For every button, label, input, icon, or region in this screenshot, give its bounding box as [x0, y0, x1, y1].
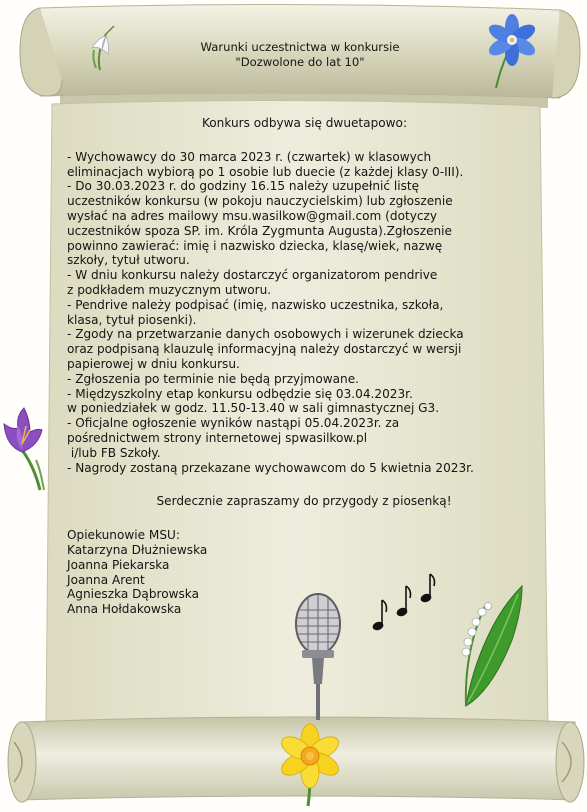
rule-item: - Do 30.03.2023 r. do godziny 16.15 należy uzupełnić listę uczestników konkursu (w pokoju nauczycielskim) lub zgłoszenie wysłać na adres mailowy msu.wasilkow@gmail.com (dotyczy uczestników spoza SP. im. Króla Zygmunta Augusta).Zgłoszenie powinno zawierać: imię i nazwisko dziecka, klasę/wiek, nazwę szkoły, tytuł utworu. — [67, 179, 453, 268]
rule-item: - W dniu konkursu należy dostarczyć organizatorom pendrive z podkładem muzycznym utworu. — [67, 268, 438, 297]
rule-item: - Międzyszkolny etap konkursu odbędzie się 03.04.2023r. w poniedziałek w godz. 11.50-13.40 w sali gimnastycznej G3. — [67, 386, 440, 416]
title-line-2: "Dozwolone do lat 10" — [235, 55, 365, 69]
rule-item: - Wychowawcy do 30 marca 2023 r. (czwartek) w klasowych eliminacjach wybiorą po 1 osobie lub duecie (z każdej klasy 0-III). — [67, 149, 464, 179]
rule-item: - Nagrody zostaną przekazane wychowawcom do 5 kwietnia 2023r. — [67, 460, 474, 475]
purple-crocus-icon — [0, 406, 50, 496]
organizer-name: Agnieszka Dąbrowska — [67, 587, 200, 602]
lily-of-the-valley-icon — [452, 580, 532, 714]
rule-item: - Pendrive należy podpisać (imię, nazwisko uczestnika, szkoła, klasa, tytuł piosenki). — [67, 297, 444, 327]
title-line-1: Warunki uczestnictwa w konkursie — [200, 40, 400, 54]
invitation-text: Serdecznie zapraszamy do przygody z piosenką! — [156, 494, 452, 509]
microphone-icon — [288, 592, 350, 726]
organizer-name: Joanna Arent — [67, 572, 145, 587]
rule-item: - Zgłoszenia po terminie nie będą przyjmowane. — [67, 371, 359, 386]
rule-item: - Zgody na przetwarzanie danych osobowych i wizerunek dziecka oraz podpisaną klauzulę informacyjną należy dostarczyć w wersji papierowej w dniu konkursu. — [67, 327, 464, 371]
organizer-name: Katarzyna Dłużniewska — [67, 542, 208, 557]
blue-flower-icon — [474, 10, 544, 94]
organizers-label: Opiekunowie MSU: — [67, 528, 180, 543]
rule-item: - Oficjalne ogłoszenie wyników nastąpi 05.04.2023r. za pośrednictwem strony internetowej spwasilkow.pl i/lub FB Szkoły. — [67, 416, 400, 460]
music-notes-icon — [370, 572, 440, 640]
organizer-name: Anna Hołdakowska — [67, 602, 182, 617]
document-body — [67, 116, 537, 617]
organizer-name: Joanna Piekarska — [67, 557, 170, 572]
rules-list — [67, 150, 537, 476]
yellow-daffodil-icon — [280, 722, 340, 812]
snowdrop-flower-icon — [80, 24, 120, 76]
document-title — [150, 40, 450, 70]
intro-text: Konkurs odbywa się dwuetapowo: — [201, 116, 408, 130]
